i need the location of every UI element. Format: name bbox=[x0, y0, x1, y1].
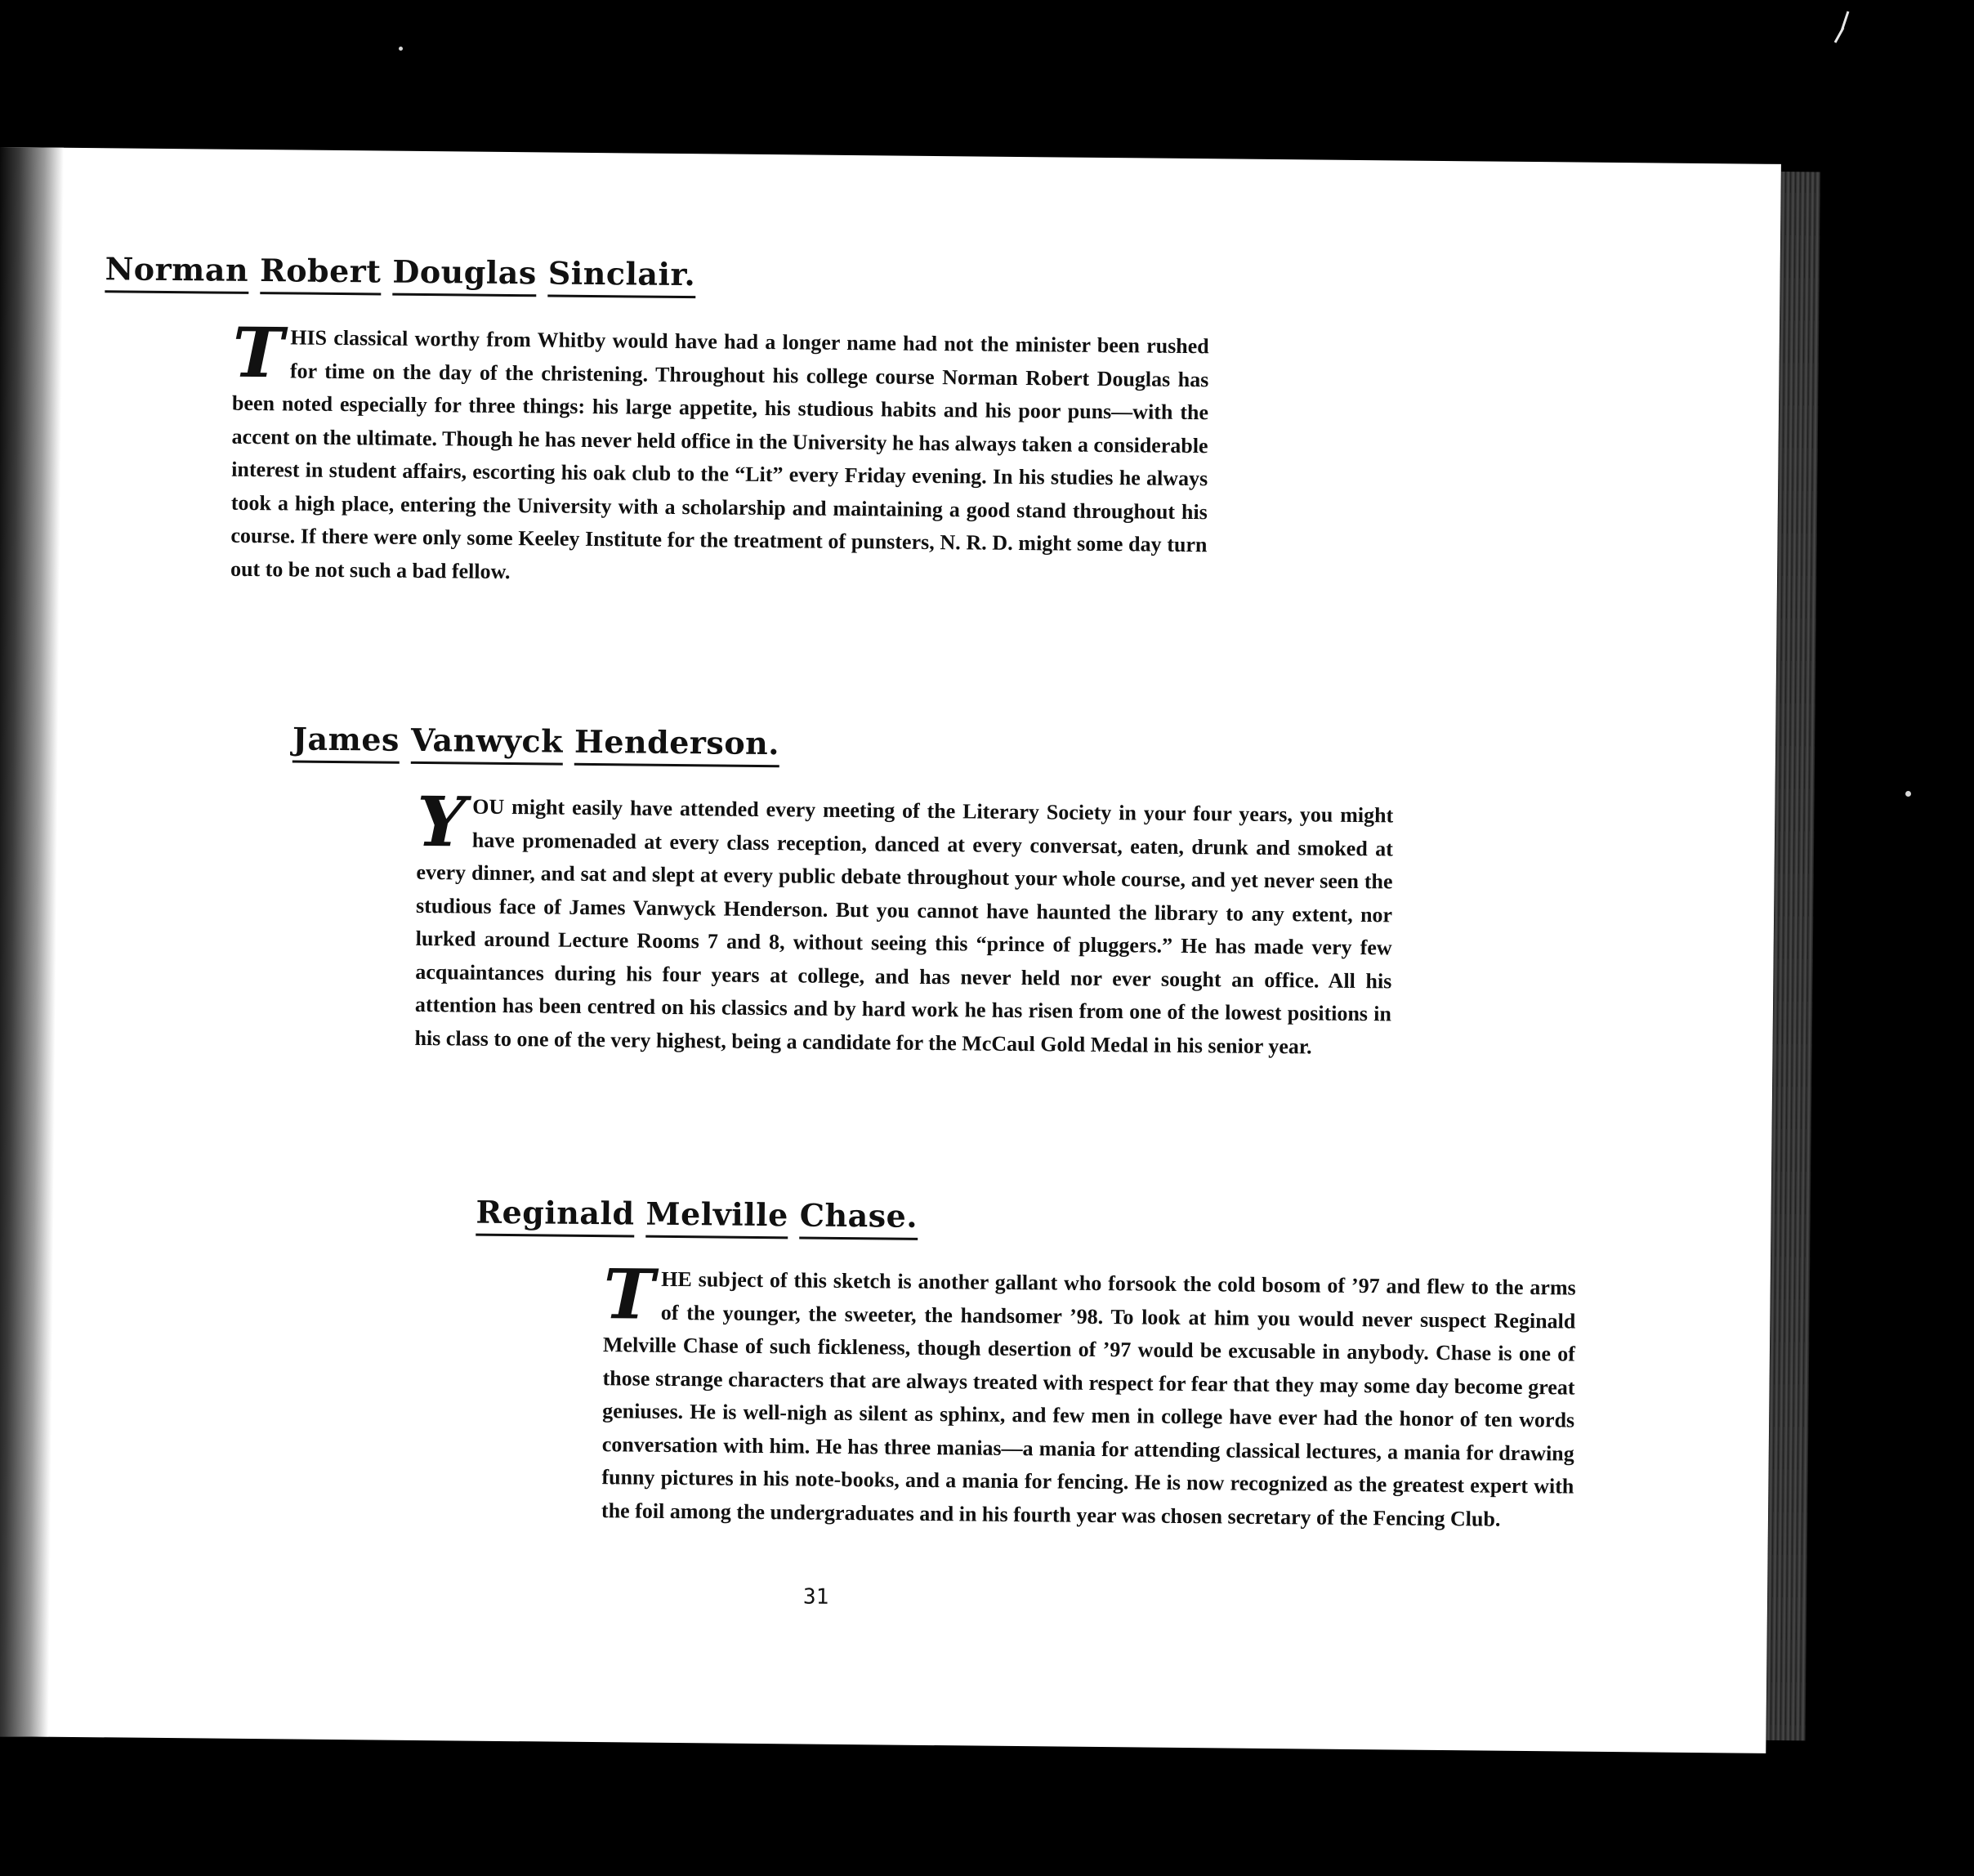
heading-word: Henderson. bbox=[574, 723, 780, 767]
drop-cap: Y bbox=[416, 780, 467, 863]
book-page bbox=[0, 147, 1781, 1753]
heading-word: Chase. bbox=[799, 1196, 918, 1240]
binding-shadow bbox=[0, 147, 64, 1737]
scan-speck bbox=[1905, 791, 1911, 797]
page-number: 31 bbox=[802, 1584, 829, 1610]
scan-corner-mark bbox=[1824, 7, 1856, 46]
drop-cap: T bbox=[603, 1253, 655, 1335]
entry-text: HE subject of this sketch is another gallant who forsook the cold bosom of ’97 and flew to the arms of the younger, the sweeter, the handsomer ’98. To look at him you would never suspect Reginald Melville Chase of such fickleness, though desertion of ’97 would be excusable in anybody. Chase is one of those strange characters that are always treated with respect for fear that they may some day become great geniuses. He is well-nigh as silent as sphinx, and few men in college have ever had the honor of ten words conversation with him. He has three manias—a mania for attending classical lectures, a mania for drawing funny pictures in his note-books, and a mania for fencing. He is now recognized as the greatest expert with the foil among the undergraduates and in his fourth year was chosen secretary of the Fencing Club. bbox=[601, 1266, 1576, 1531]
entry-heading-chase bbox=[476, 1194, 929, 1240]
heading-word: Robert bbox=[260, 252, 382, 295]
scan-speck bbox=[399, 47, 403, 51]
entry-text: OU might easily have attended every meeting of the Literary Society in your four years, you might have promenaded at every class reception, danced at every conversat, eaten, drunk and smoked at every dinner, and sat and slept at every public debate throughout your whole course, and yet never seen the studious face of James Vanwyck Henderson. But you cannot have haunted the library to any extent, nor lurked around Lecture Rooms 7 and 8, without seeing this “prince of pluggers.” He has made very few acquaintances during his four years at college, and has never held nor ever sought an office. All his attention has been centred on his classics and by hard work he has risen from one of the lowest positions in his class to one of the very highest, being a candidate for the McCaul Gold Medal in his senior year. bbox=[414, 794, 1394, 1058]
heading-word: Sinclair. bbox=[548, 254, 696, 298]
entry-text: HIS classical worthy from Whitby would have had a longer name had not the minister been rushed for time on the day of the christening. Throughout his college course Norman Robert Douglas has been noted especially for three things: his large appetite, his studious habits and his poor puns—with the accent on the ultimate. Though he has never held office in the University he has always taken a considerable interest in student affairs, escorting his oak club to the “Lit” every Friday evening. In his studies he always took a high place, entering the University with a scholarship and maintaining a good stand throughout his course. If there were only some Keeley Institute for the treatment of punsters, N. R. D. might some day turn out to be not such a bad fellow. bbox=[230, 325, 1209, 583]
heading-word: Melville bbox=[645, 1195, 788, 1240]
entry-body-henderson bbox=[414, 780, 1394, 1064]
heading-word: Reginald bbox=[476, 1194, 635, 1238]
heading-word: Douglas bbox=[392, 253, 537, 297]
heading-word: James bbox=[293, 720, 400, 763]
heading-word: Vanwyck bbox=[411, 721, 564, 766]
entry-body-chase bbox=[601, 1253, 1576, 1536]
entry-body-sinclair bbox=[230, 311, 1209, 595]
drop-cap: T bbox=[232, 311, 284, 394]
entry-heading-sinclair bbox=[105, 250, 707, 298]
heading-word: Norman bbox=[105, 250, 248, 294]
entry-heading-henderson bbox=[293, 720, 791, 767]
